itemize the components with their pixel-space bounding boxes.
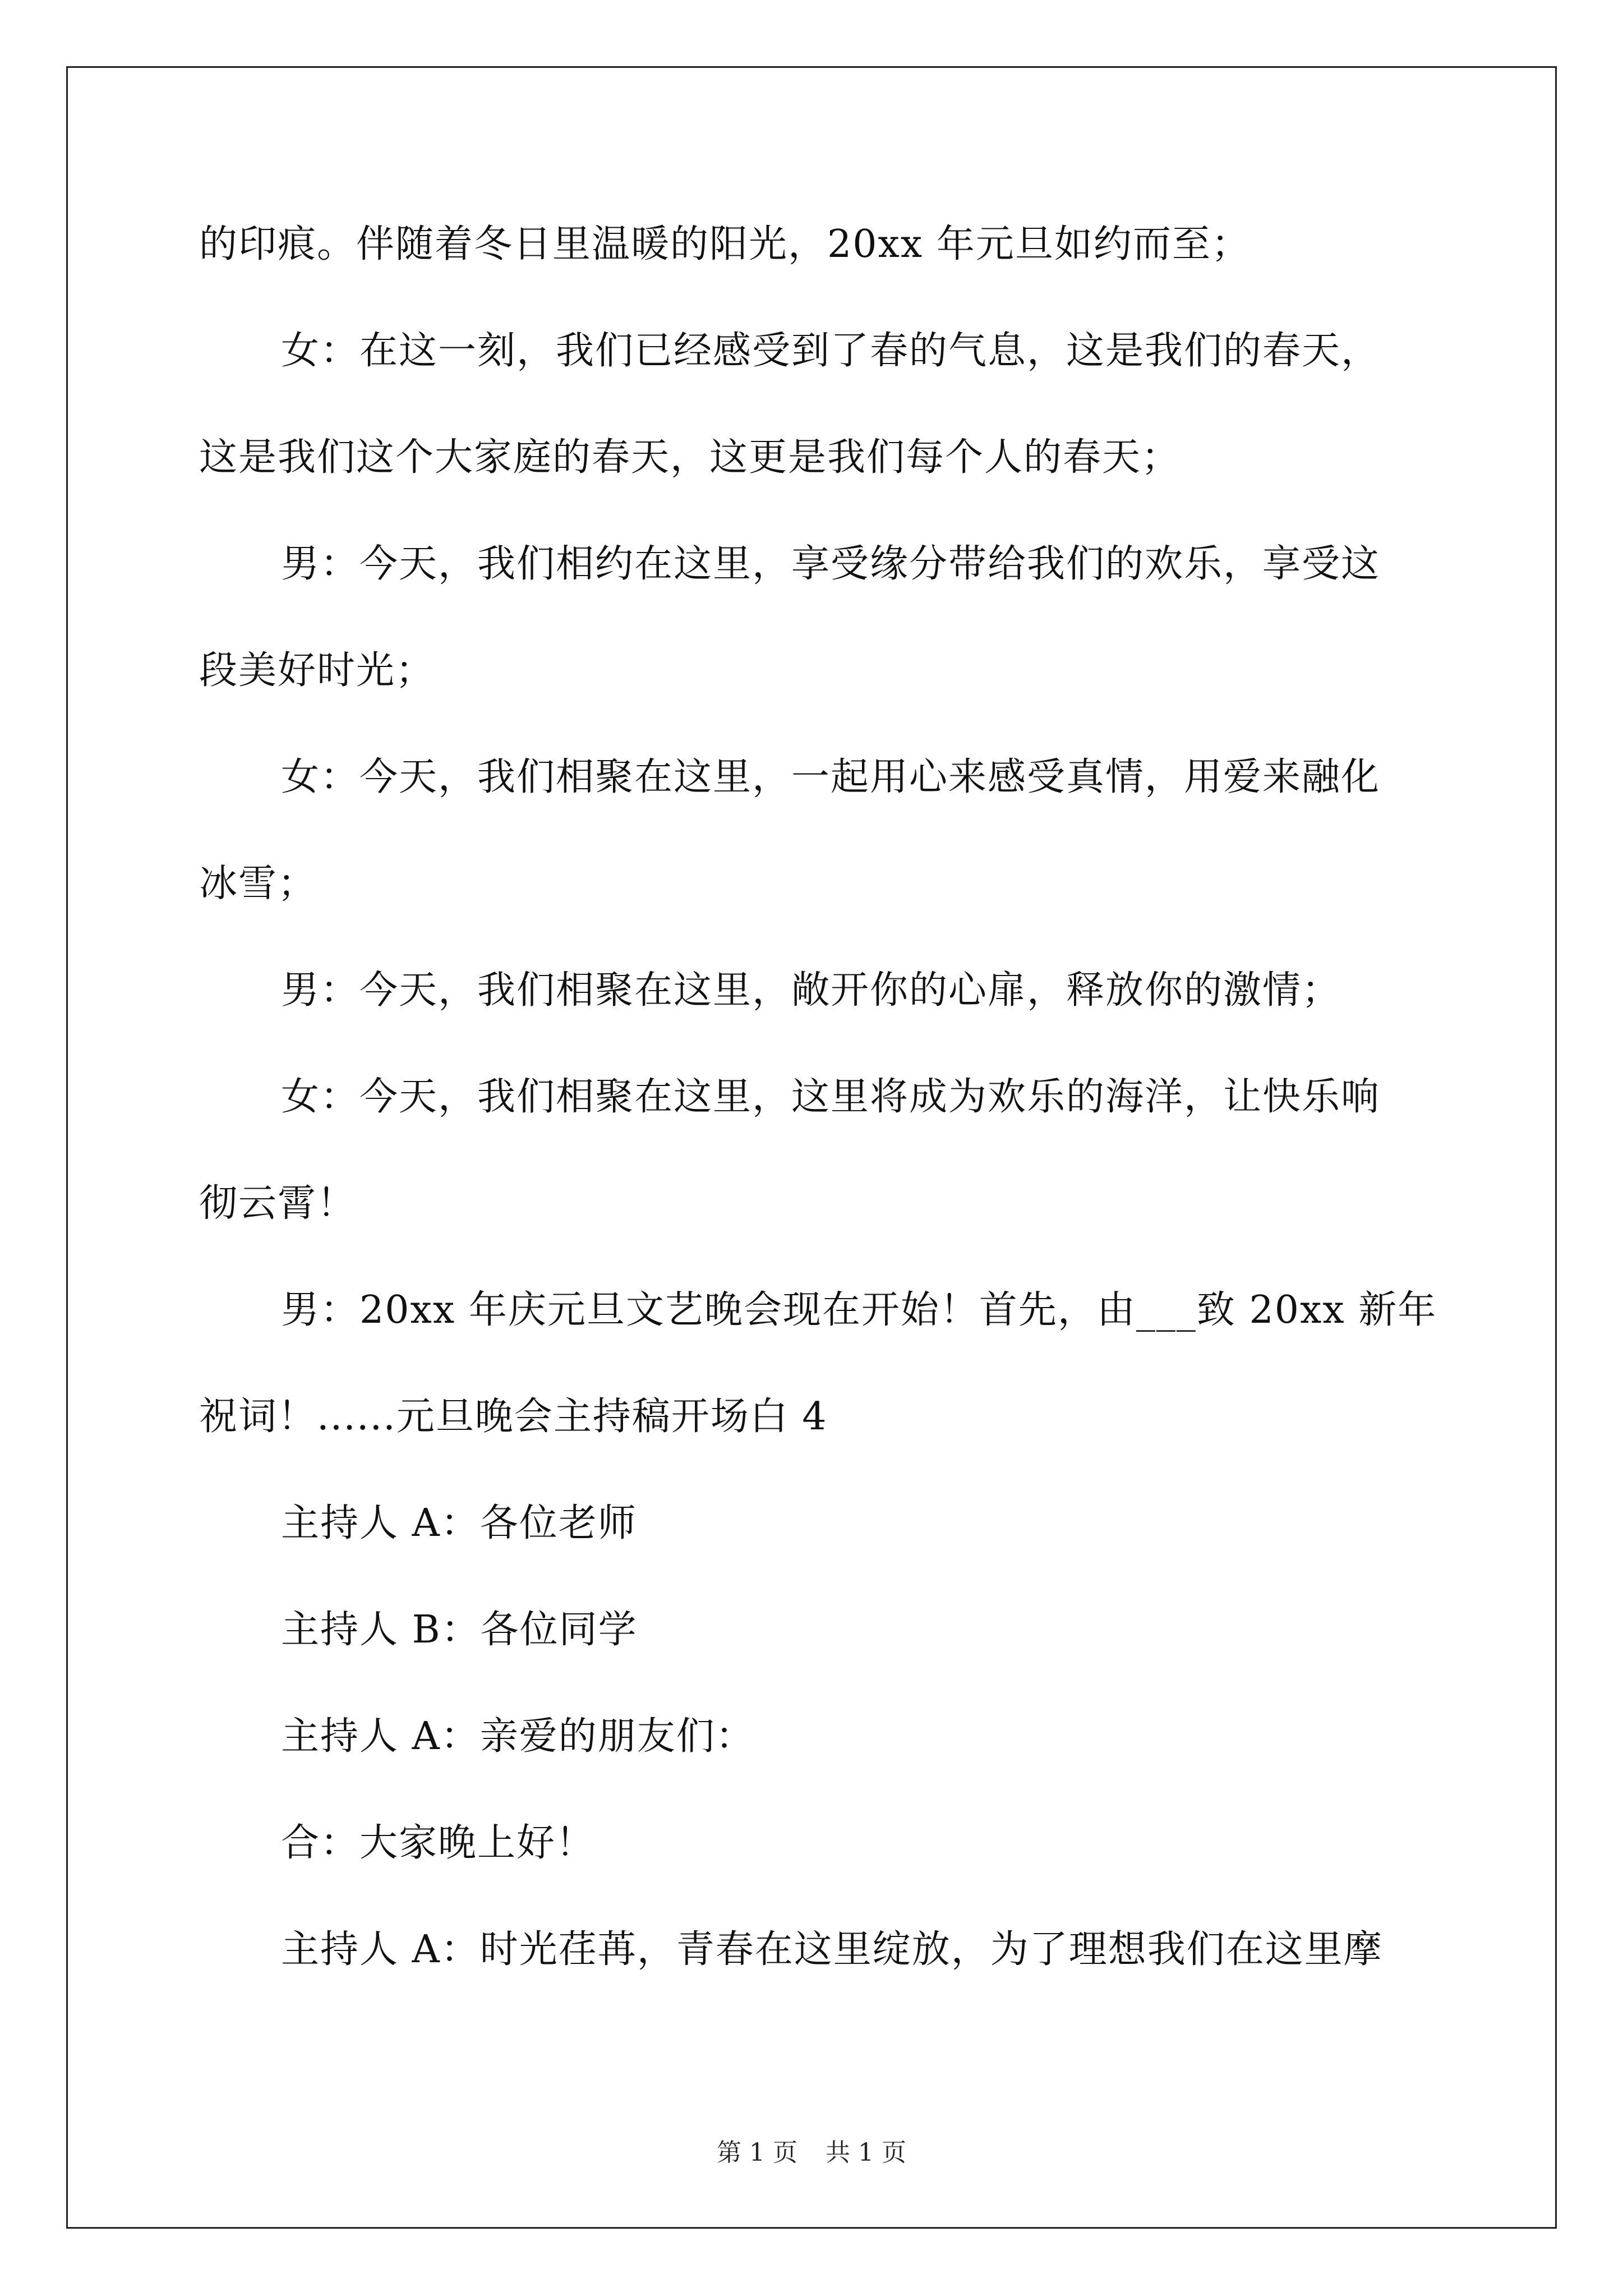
text-line: 男：20xx 年庆元旦文艺晚会现在开始！首先，由___致 20xx 新年 [281,1288,1437,1332]
text-line: 合：大家晚上好！ [281,1821,596,1865]
text-line: 的印痕。伴随着冬日里温暖的阳光，20xx 年元旦如约而至； [199,222,1251,266]
text-line: 主持人 B：各位同学 [281,1608,638,1652]
text-line: 女：今天，我们相聚在这里，这里将成为欢乐的海洋，让快乐响 [281,1075,1381,1119]
text-line: 主持人 A：时光荏苒，青春在这里绽放，为了理想我们在这里摩 [281,1927,1383,1972]
text-line: 主持人 A：亲爱的朋友们： [281,1714,755,1759]
page-footer [0,2137,1623,2169]
text-line: 主持人 A：各位老师 [281,1501,637,1545]
page-number: 第 1 页 [717,2138,797,2167]
text-line: 男：今天，我们相约在这里，享受缘分带给我们的欢乐，享受这 [281,542,1381,586]
text-line: 女：今天，我们相聚在这里，一起用心来感受真情，用爱来融化 [281,755,1381,799]
text-line: 女：在这一刻，我们已经感受到了春的气息，这是我们的春天， [281,329,1381,373]
text-line: 冰雪； [199,862,317,906]
text-line: 祝词！......元旦晚会主持稿开场白 4 [199,1395,828,1439]
text-line: 彻云霄！ [199,1181,357,1226]
text-line: 段美好时光； [199,648,435,693]
page-border [66,66,1557,2229]
page-total: 共 1 页 [826,2138,906,2167]
text-line: 这是我们这个大家庭的春天，这更是我们每个人的春天； [199,435,1181,480]
text-line: 男：今天，我们相聚在这里，敞开你的心扉，释放你的激情； [281,968,1341,1013]
